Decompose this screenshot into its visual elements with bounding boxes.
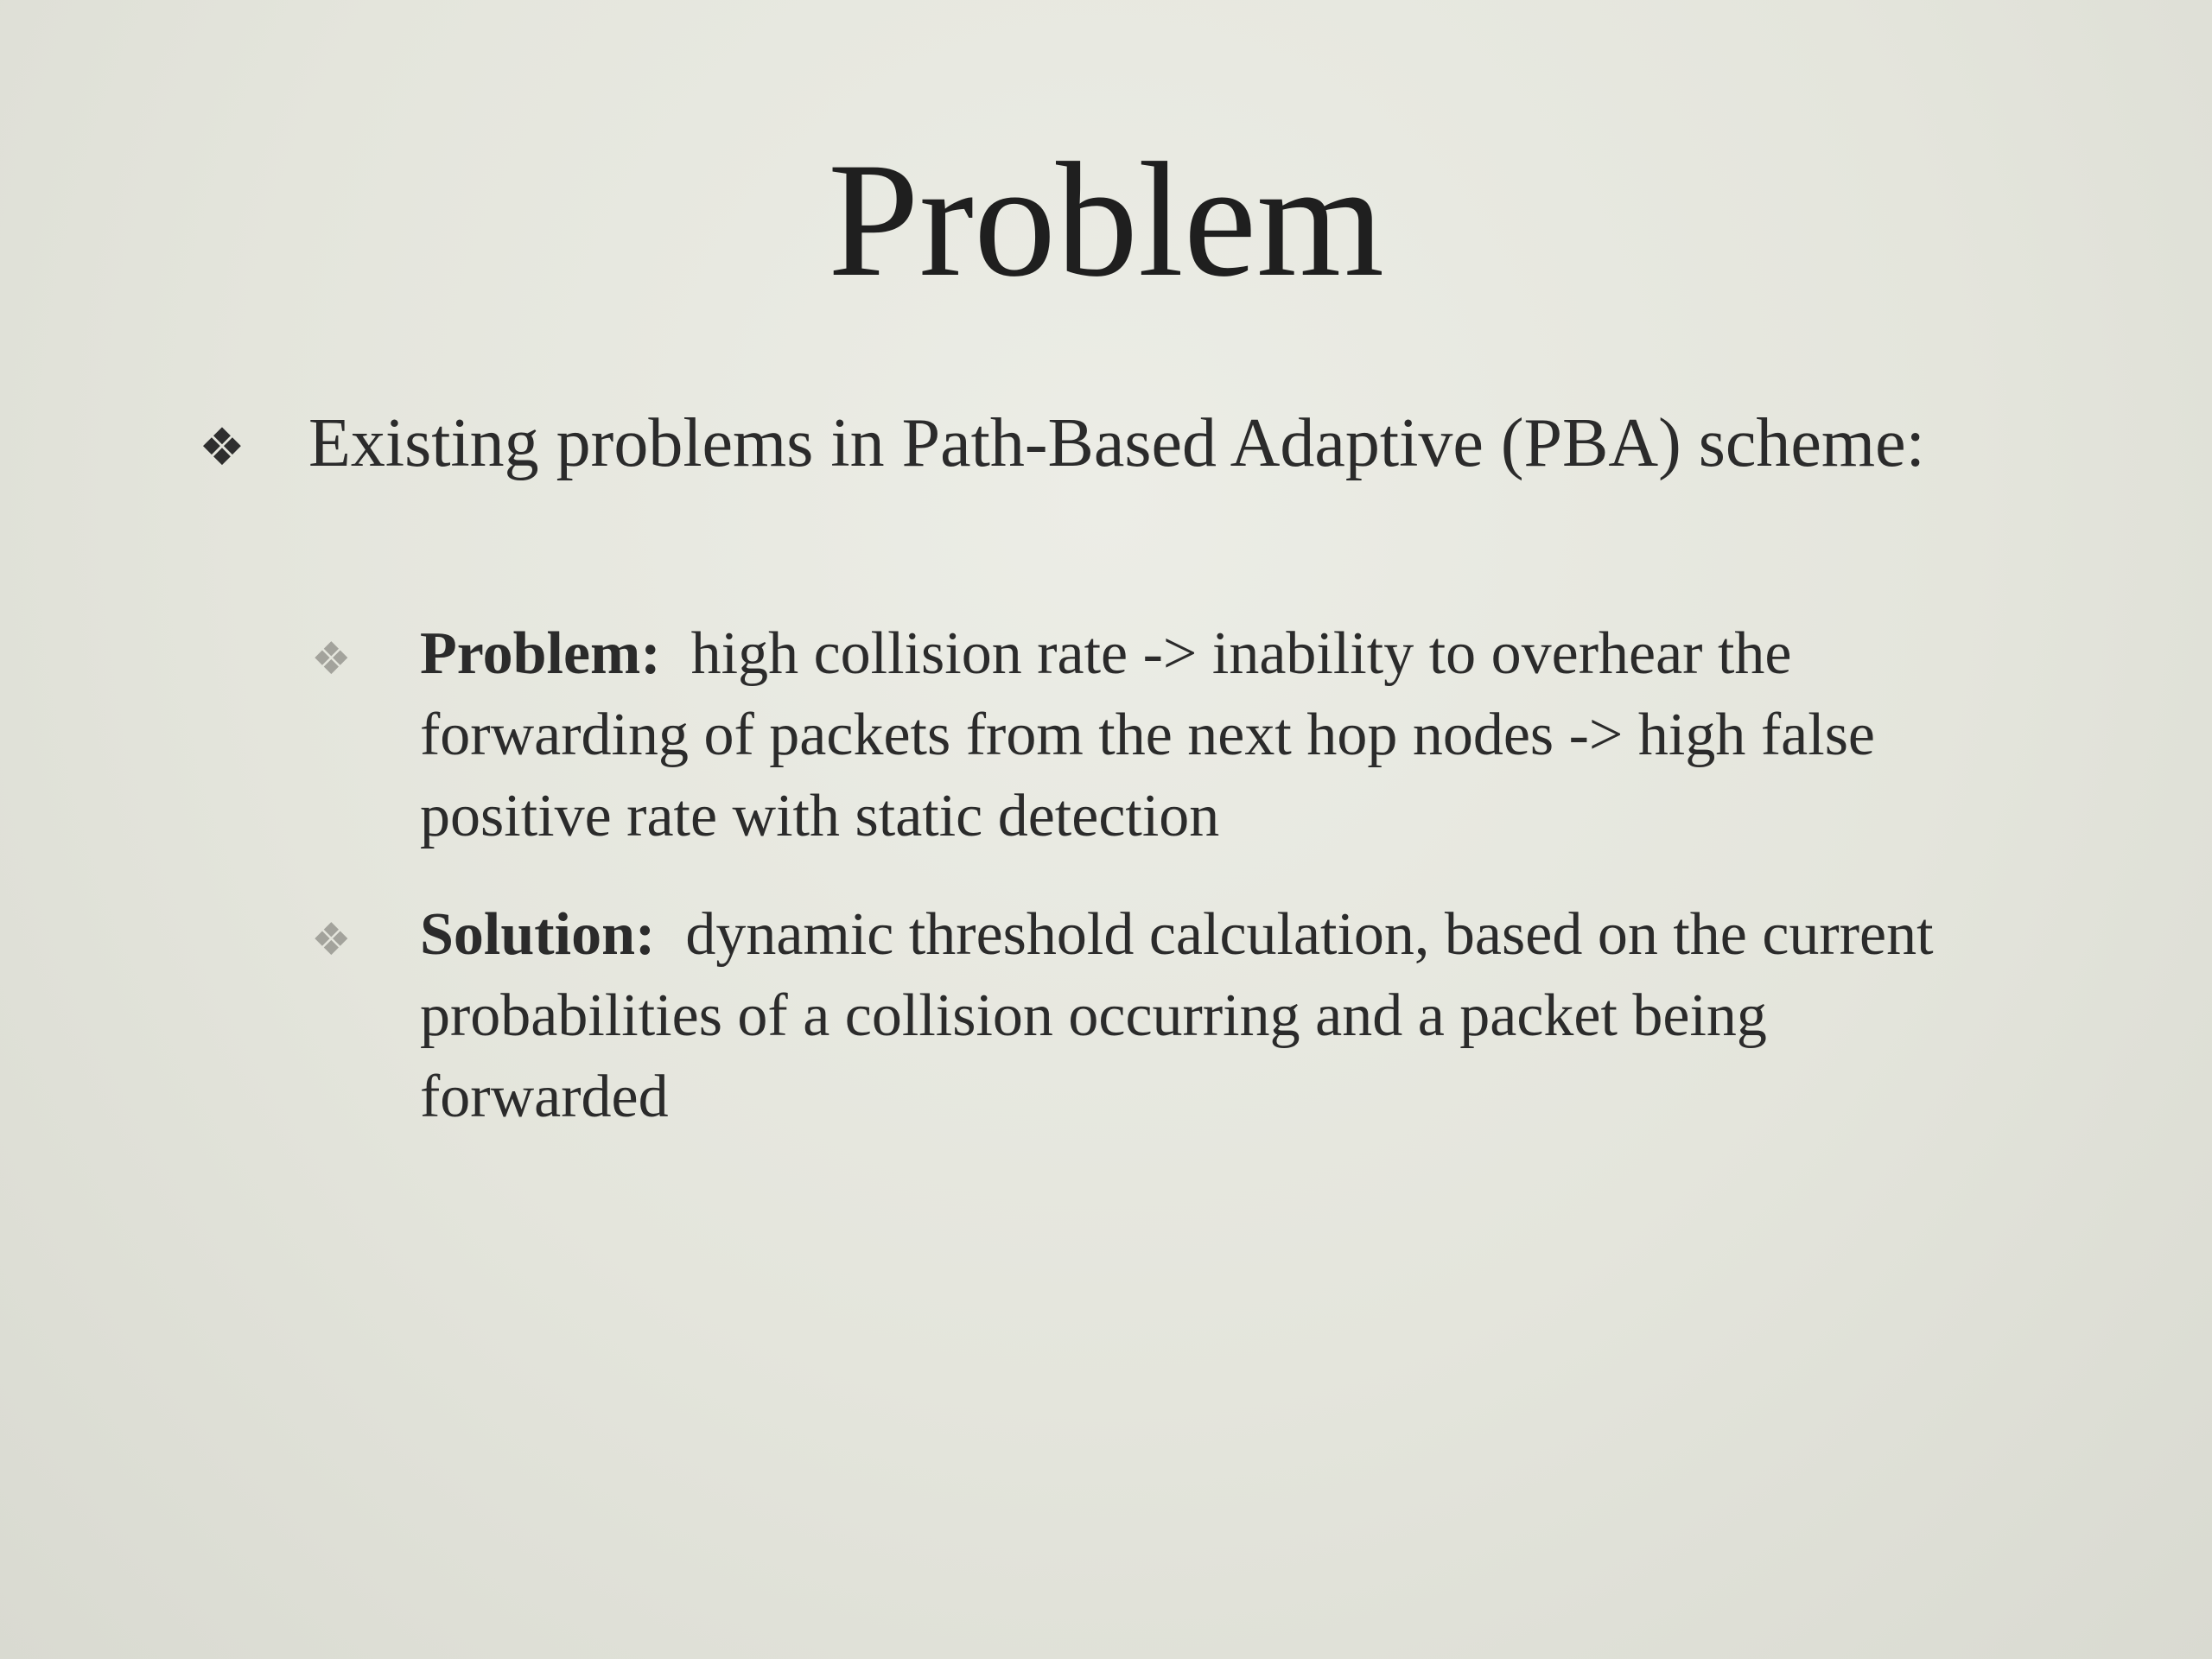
sub-bullet-label: Problem: [420,620,661,687]
bullet-existing-problems [199,399,1944,487]
sub-bullet-problem [311,613,2005,857]
sub-bullet-label: Solution: [420,901,656,968]
slide-title: Problem [828,130,1384,311]
sub-bullet-content [420,613,2005,857]
sub-bullet-solution [311,894,2005,1138]
sub-bullet-text: dynamic threshold calculation, based on the current probabilities of a collision occurring and a packet being forwarded [420,901,1934,1130]
four-petal-diamond-icon: ❖ [199,417,245,478]
four-petal-diamond-icon: ❖ [311,914,352,966]
four-petal-diamond-icon: ❖ [311,633,352,685]
sub-bullet-text: high collision rate -> inability to overhear the forwarding of packets from the next hop nodes -> high false positive rate with static detection [420,620,1875,849]
bullet-text: Existing problems in Path-Based Adaptive (PBA) scheme: [308,405,1925,481]
sub-bullet-content [420,894,2005,1138]
